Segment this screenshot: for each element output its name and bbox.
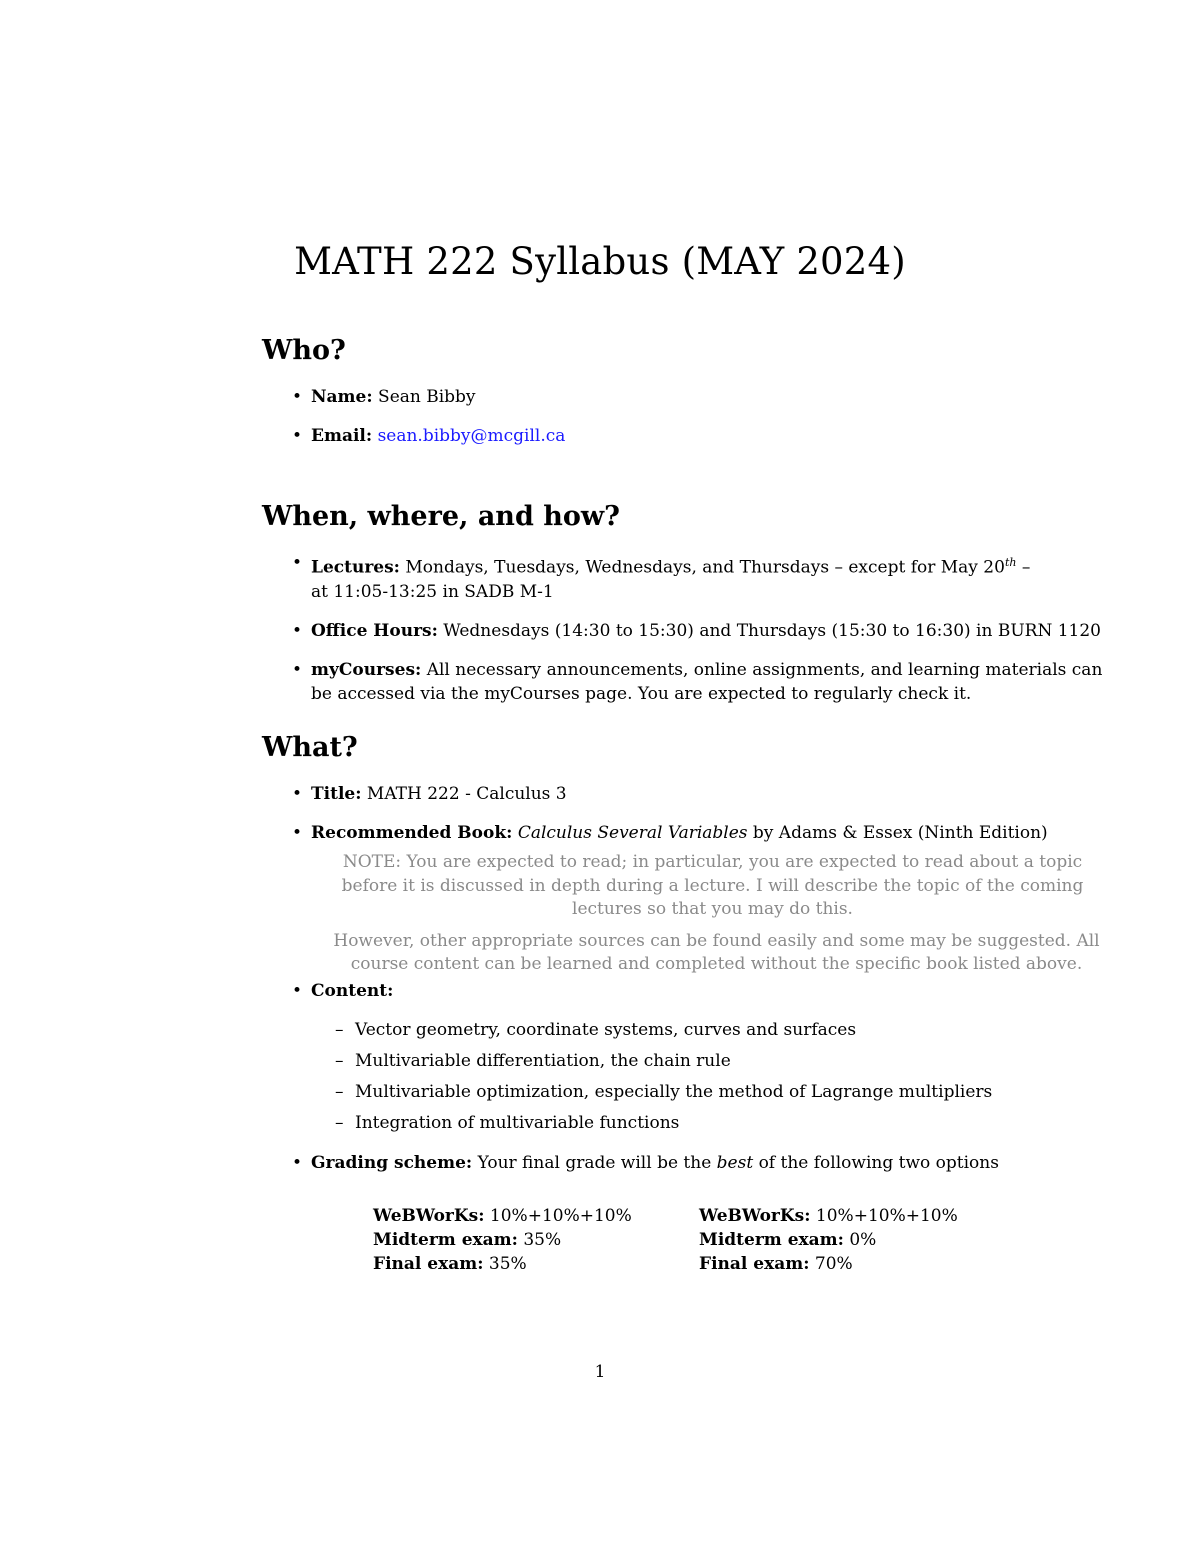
- lectures-label: Lectures:: [311, 557, 400, 578]
- lectures-text: Mondays, Tuesdays, Wednesdays, and Thursdays – except for May 20: [405, 557, 1005, 578]
- final-value: 70%: [814, 1254, 853, 1274]
- name-label: Name:: [311, 387, 373, 407]
- list-item-office-hours: [262, 619, 1122, 643]
- course-title-label: Title:: [311, 784, 362, 804]
- midterm-label: Midterm exam:: [699, 1230, 844, 1250]
- page-number: 1: [594, 1362, 606, 1382]
- list-item-email: [262, 424, 1122, 448]
- section-heading-what: What?: [262, 732, 358, 763]
- name-value: Sean Bibby: [378, 387, 476, 407]
- book-note-alternatives: However, other appropriate sources can be found easily and some may be suggested. All course content can be learned and completed without the specific book listed above.: [333, 930, 1100, 974]
- webworks-label: WeBWorKs:: [373, 1206, 485, 1226]
- option-row-final: [373, 1252, 632, 1276]
- section-who: [262, 334, 1122, 448]
- content-item: – Multivariable differentiation, the chain rule: [311, 1049, 1122, 1073]
- lectures-location: at 11:05-13:25 in SADB M-1: [311, 581, 554, 602]
- email-label: Email:: [311, 426, 373, 446]
- grading-text-end: of the following two options: [753, 1152, 999, 1173]
- grading-text: Your final grade will be the: [477, 1152, 717, 1173]
- content-item: – Vector geometry, coordinate systems, curves and surfaces: [311, 1018, 1122, 1042]
- section-heading-when: When, where, and how?: [262, 501, 620, 532]
- option-row-webworks: [373, 1204, 632, 1228]
- list-item-content: [262, 979, 1122, 1135]
- book-authors: by Adams & Essex (Ninth Edition): [747, 823, 1048, 843]
- grading-emphasis: best: [716, 1152, 754, 1173]
- book-label: Recommended Book:: [311, 823, 513, 843]
- grading-option-1: [373, 1204, 632, 1276]
- content-label: Content:: [311, 980, 394, 1001]
- office-hours-text: Wednesdays (14:30 to 15:30) and Thursdays (15:30 to 16:30) in BURN 1120: [443, 620, 1102, 641]
- course-title-value: MATH 222 - Calculus 3: [366, 784, 567, 804]
- option-row-webworks: [699, 1204, 958, 1228]
- final-label: Final exam:: [373, 1254, 484, 1274]
- content-sublist: [311, 1018, 1122, 1135]
- webworks-value: 10%+10%+10%: [815, 1206, 958, 1226]
- mycourses-label: myCourses:: [311, 659, 422, 680]
- final-value: 35%: [488, 1254, 527, 1274]
- midterm-value: 35%: [523, 1230, 562, 1250]
- section-when: [262, 500, 1122, 706]
- what-list: [262, 782, 1122, 1175]
- book-title: Calculus Several Variables: [517, 823, 748, 843]
- list-item-name: [262, 385, 1122, 409]
- list-item-book: [262, 821, 1122, 977]
- midterm-value: 0%: [849, 1230, 877, 1250]
- list-item-title: [262, 782, 1122, 806]
- midterm-label: Midterm exam:: [373, 1230, 518, 1250]
- section-what: [262, 731, 1122, 1175]
- option-row-midterm: [699, 1228, 958, 1252]
- mycourses-text: All necessary announcements, online assignments, and learning materials can be accessed via the myCourses page. You are expected to regularly check it.: [311, 659, 1103, 704]
- webworks-label: WeBWorKs:: [699, 1206, 811, 1226]
- grading-label: Grading scheme:: [311, 1152, 473, 1173]
- content-item: – Integration of multivariable functions: [311, 1111, 1122, 1135]
- who-list: [262, 385, 1122, 448]
- section-heading-who: Who?: [262, 335, 346, 366]
- book-note: NOTE: You are expected to read; in particular, you are expected to read about a topic before it is discussed in depth during a lecture. I will describe the topic of the coming lectures so that you may do this.: [341, 852, 1084, 919]
- final-label: Final exam:: [699, 1254, 810, 1274]
- option-row-final: [699, 1252, 958, 1276]
- list-item-mycourses: [262, 658, 1122, 706]
- list-item-grading: [262, 1151, 1122, 1175]
- option-row-midterm: [373, 1228, 632, 1252]
- list-item-lectures: [262, 551, 1122, 604]
- page-title: MATH 222 Syllabus (MAY 2024): [294, 240, 906, 283]
- office-hours-label: Office Hours:: [311, 620, 438, 641]
- content-item: – Multivariable optimization, especially the method of Lagrange multipliers: [311, 1080, 1122, 1104]
- when-list: [262, 551, 1122, 706]
- lectures-superscript: th: [1004, 556, 1017, 569]
- grading-option-2: [699, 1204, 958, 1276]
- webworks-value: 10%+10%+10%: [489, 1206, 632, 1226]
- email-link[interactable]: sean.bibby@mcgill.ca: [377, 426, 566, 446]
- lectures-dash: –: [1016, 557, 1031, 578]
